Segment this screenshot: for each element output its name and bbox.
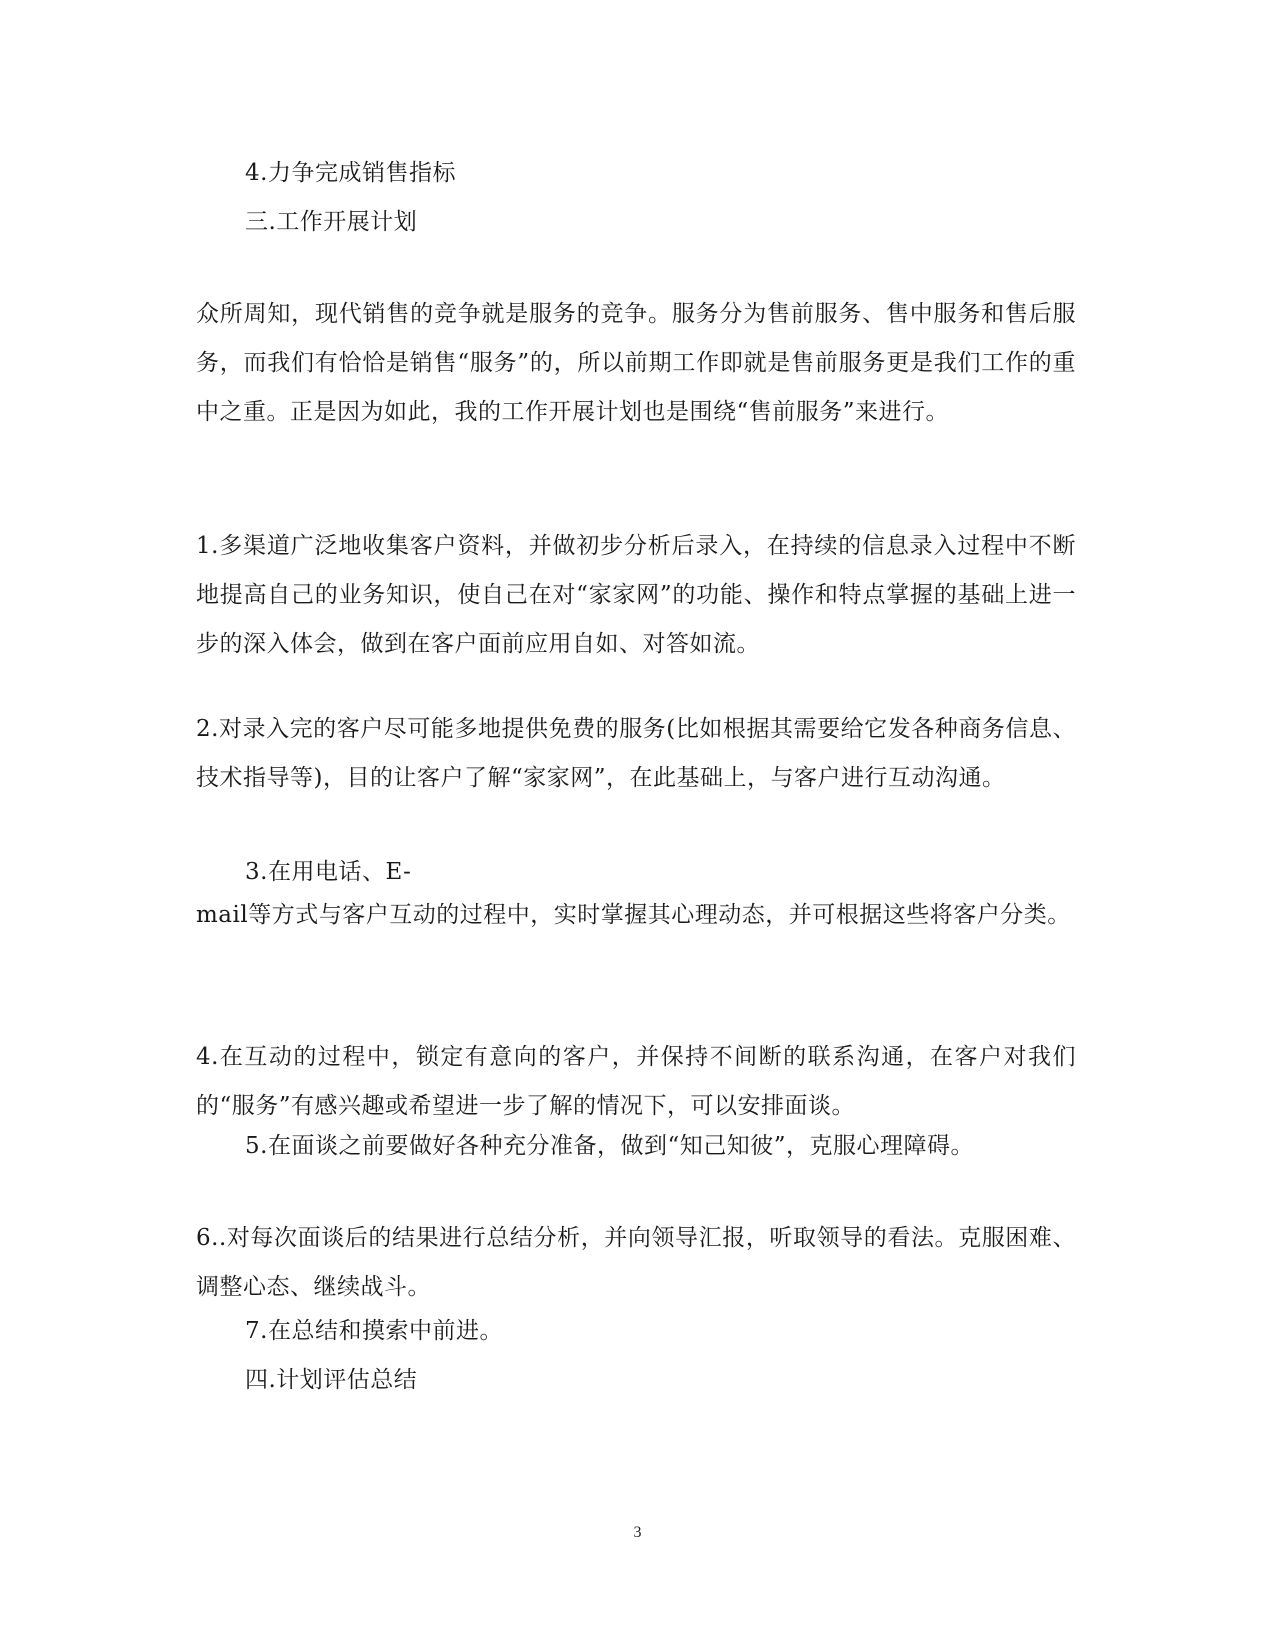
paragraph-item-3-cont: mail等方式与客户互动的过程中，实时掌握其心理动态，并可根据这些将客户分类。: [196, 902, 1071, 928]
page-number: 3: [633, 1524, 642, 1541]
paragraph-item-2: 2.对录入完的客户尽可能多地提供免费的服务(比如根据其需要给它发各种商务信息、技术指导等)，目的让客户了解“家家网”，在此基础上，与客户进行互动沟通。: [196, 716, 1076, 791]
paragraph-intro: 众所周知，现代销售的竞争就是服务的竞争。服务分为售前服务、售中服务和售后服务，而我们有恰恰是销售“服务”的，所以前期工作即就是售前服务更是我们工作的重中之重。正是因为如此，我的工作开展计划也是围绕“售前服务”来进行。: [196, 301, 1076, 425]
section-heading-evaluation: 四.计划评估总结: [245, 1367, 418, 1393]
paragraph-item-7: 7.在总结和摸索中前进。: [245, 1318, 503, 1344]
paragraph-item-5: 5.在面谈之前要做好各种充分准备，做到“知己知彼”，克服心理障碍。: [245, 1133, 974, 1159]
paragraph-item-1: 1.多渠道广泛地收集客户资料，并做初步分析后录入，在持续的信息录入过程中不断地提高自己的业务知识，使自己在对“家家网”的功能、操作和特点掌握的基础上进一步的深入体会，做到在客户面前应用自如、对答如流。: [196, 533, 1076, 657]
section-heading-work-plan: 三.工作开展计划: [245, 209, 418, 235]
paragraph-item-4: 4.在互动的过程中，锁定有意向的客户，并保持不间断的联系沟通，在客户对我们的“服务”有感兴趣或希望进一步了解的情况下，可以安排面谈。: [196, 1044, 1076, 1119]
list-item-sales-target: 4.力争完成销售指标: [245, 160, 456, 186]
paragraph-item-3-start: 3.在用电话、E-: [245, 859, 412, 885]
paragraph-item-6: 6..对每次面谈后的结果进行总结分析，并向领导汇报，听取领导的看法。克服困难、调整心态、继续战斗。: [196, 1225, 1076, 1300]
